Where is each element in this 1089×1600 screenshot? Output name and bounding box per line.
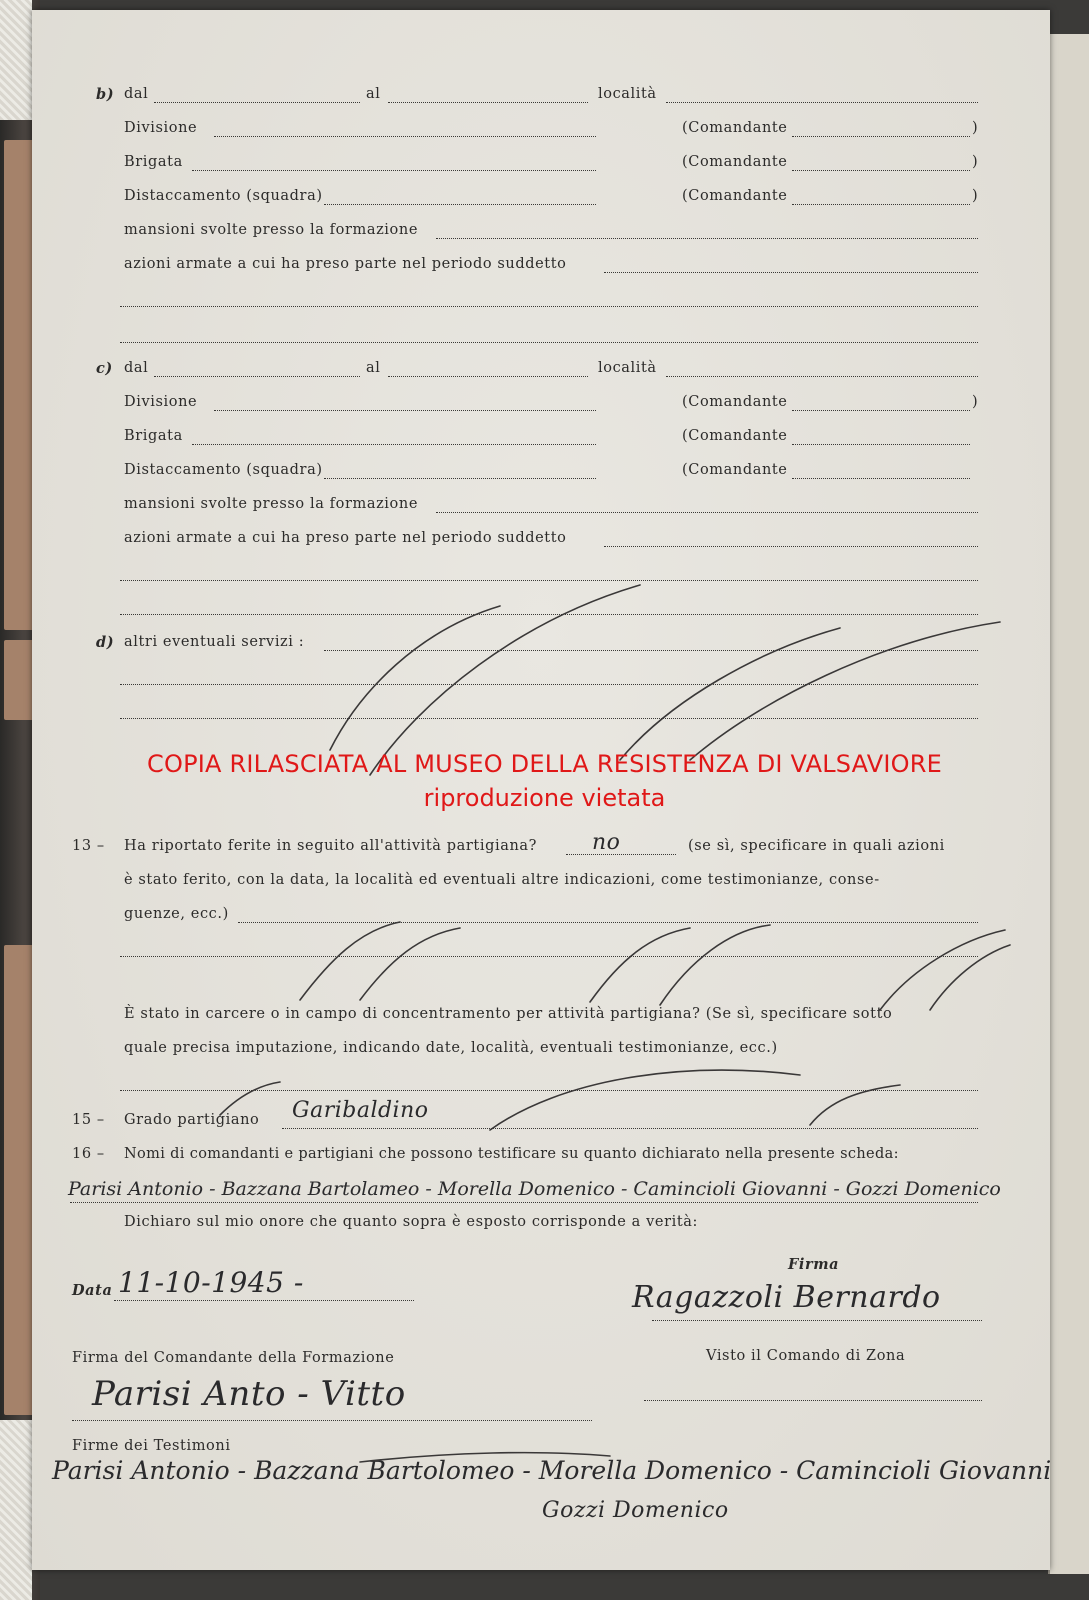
- q14-question-line2: quale precisa imputazione, indicando date, località, eventuali testimonianze, ecc.): [124, 1040, 778, 1056]
- section-d-label: altri eventuali servizi :: [124, 634, 305, 650]
- field-b-mansioni[interactable]: [436, 238, 978, 239]
- q13-number: 13 –: [72, 838, 105, 854]
- field-q15-grado[interactable]: [282, 1128, 978, 1129]
- q15-answer: Garibaldino: [292, 1098, 429, 1123]
- firma-signature: Ragazzoli Bernardo: [632, 1280, 941, 1315]
- q13-answer: no: [592, 830, 621, 855]
- paren: ): [972, 394, 979, 410]
- field-d-servizi-2[interactable]: [120, 684, 978, 685]
- q16-number: 16 –: [72, 1146, 105, 1162]
- field-c-comandante-1[interactable]: [792, 410, 970, 411]
- field-b-al[interactable]: [388, 102, 588, 103]
- field-c-brigata[interactable]: [192, 444, 596, 445]
- field-b-comandante-2[interactable]: [792, 170, 970, 171]
- section-b-comandante-3: (Comandante: [682, 188, 788, 204]
- section-b-divisione: Divisione: [124, 120, 198, 136]
- section-b-letter: b): [96, 86, 115, 103]
- binder-tab: [4, 140, 34, 630]
- field-c-dal[interactable]: [154, 376, 360, 377]
- field-q14-details[interactable]: [120, 1090, 978, 1091]
- section-c-distaccamento: Distaccamento (squadra): [124, 462, 323, 478]
- data-label: Data: [72, 1282, 113, 1299]
- section-c-divisione: Divisione: [124, 394, 198, 410]
- section-b-distaccamento: Distaccamento (squadra): [124, 188, 323, 204]
- field-b-dal[interactable]: [154, 102, 360, 103]
- field-b-brigata[interactable]: [192, 170, 596, 171]
- field-b-comandante-3[interactable]: [792, 204, 970, 205]
- paren: ): [972, 154, 979, 170]
- field-b-azioni[interactable]: [604, 272, 978, 273]
- section-d-letter: d): [96, 634, 115, 651]
- field-b-localita[interactable]: [666, 102, 978, 103]
- section-c-al: al: [366, 360, 381, 376]
- binder-tab: [4, 945, 34, 1415]
- section-c-dal: dal: [124, 360, 149, 376]
- section-c-localita: località: [598, 360, 657, 376]
- field-b-comandante-1[interactable]: [792, 136, 970, 137]
- section-c-azioni: azioni armate a cui ha preso parte nel periodo suddetto: [124, 530, 567, 546]
- field-b-distaccamento[interactable]: [324, 204, 596, 205]
- field-c-azioni-3[interactable]: [120, 614, 978, 615]
- q16-label: Nomi di comandanti e partigiani che possono testificare su quanto dichiarato nella presente scheda:: [124, 1146, 899, 1162]
- field-q16-names[interactable]: [70, 1202, 978, 1203]
- section-b-brigata: Brigata: [124, 154, 183, 170]
- field-c-divisione[interactable]: [214, 410, 596, 411]
- field-q13-details-2[interactable]: [120, 956, 978, 957]
- field-c-comandante-2[interactable]: [792, 444, 970, 445]
- paren: ): [972, 188, 979, 204]
- q15-number: 15 –: [72, 1112, 105, 1128]
- field-comandante-firma[interactable]: [72, 1420, 592, 1421]
- q13-question: Ha riportato ferite in seguito all'attività partigiana?: [124, 838, 538, 854]
- section-c-brigata: Brigata: [124, 428, 183, 444]
- q16-answer: Parisi Antonio - Bazzana Bartolameo - Morella Domenico - Camincioli Giovanni - Gozzi Domenico: [68, 1178, 1001, 1200]
- watermark-copia: COPIA RILASCIATA AL MUSEO DELLA RESISTENZA DI VALSAVIORE: [147, 750, 942, 778]
- testimoni-label: Firme dei Testimoni: [72, 1438, 231, 1454]
- field-c-distaccamento[interactable]: [324, 478, 596, 479]
- field-d-servizi[interactable]: [324, 650, 978, 651]
- field-d-servizi-3[interactable]: [120, 718, 978, 719]
- q13-question-end: (se sì, specificare in quali azioni: [688, 838, 945, 854]
- ribbon: [0, 1420, 32, 1600]
- field-c-al[interactable]: [388, 376, 588, 377]
- field-data[interactable]: [114, 1300, 414, 1301]
- q14-question: È stato in carcere o in campo di concentramento per attività partigiana? (Se sì, specificare sotto: [124, 1006, 893, 1022]
- testimoni-signatures-line1: Parisi Antonio - Bazzana Bartolomeo - Morella Domenico - Camincioli Giovanni: [52, 1456, 1052, 1485]
- firma-label: Firma: [788, 1256, 840, 1273]
- testimoni-signatures-line2: Gozzi Domenico: [542, 1498, 729, 1523]
- ribbon: [0, 0, 32, 120]
- comandante-formazione-label: Firma del Comandante della Formazione: [72, 1350, 395, 1366]
- section-b-comandante-1: (Comandante: [682, 120, 788, 136]
- field-c-mansioni[interactable]: [436, 512, 978, 513]
- section-c-comandante-3: (Comandante: [682, 462, 788, 478]
- field-firma[interactable]: [652, 1320, 982, 1321]
- field-c-localita[interactable]: [666, 376, 978, 377]
- field-visto-zona[interactable]: [644, 1400, 982, 1401]
- visto-comando-label: Visto il Comando di Zona: [706, 1348, 906, 1364]
- section-b-al: al: [366, 86, 381, 102]
- q13-question-line2: è stato ferito, con la data, la località ed eventuali altre indicazioni, come testimonianze, conse-: [124, 872, 880, 888]
- q13-question-line3: guenze, ecc.): [124, 906, 229, 922]
- section-b-comandante-2: (Comandante: [682, 154, 788, 170]
- section-b-localita: località: [598, 86, 657, 102]
- field-b-divisione[interactable]: [214, 136, 596, 137]
- comandante-signature: Parisi Anto - Vitto: [92, 1374, 406, 1414]
- section-c-comandante-2: (Comandante: [682, 428, 788, 444]
- section-c-mansioni: mansioni svolte presso la formazione: [124, 496, 418, 512]
- watermark-riproduzione: riproduzione vietata: [423, 784, 666, 812]
- field-c-comandante-3[interactable]: [792, 478, 970, 479]
- field-c-azioni-2[interactable]: [120, 580, 978, 581]
- field-b-azioni-2[interactable]: [120, 306, 978, 307]
- field-c-azioni[interactable]: [604, 546, 978, 547]
- section-b-mansioni: mansioni svolte presso la formazione: [124, 222, 418, 238]
- binder-tab: [4, 640, 34, 720]
- data-value: 11-10-1945 -: [118, 1266, 304, 1299]
- section-b-dal: dal: [124, 86, 149, 102]
- q15-label: Grado partigiano: [124, 1112, 260, 1128]
- field-q13-details[interactable]: [238, 922, 978, 923]
- field-b-azioni-3[interactable]: [120, 342, 978, 343]
- section-b-azioni: azioni armate a cui ha preso parte nel periodo suddetto: [124, 256, 567, 272]
- section-c-comandante-1: (Comandante: [682, 394, 788, 410]
- declaration: Dichiaro sul mio onore che quanto sopra è esposto corrisponde a verità:: [124, 1214, 699, 1230]
- field-q13-answer[interactable]: [566, 854, 676, 855]
- paren: ): [972, 120, 979, 136]
- section-c-letter: c): [96, 360, 113, 377]
